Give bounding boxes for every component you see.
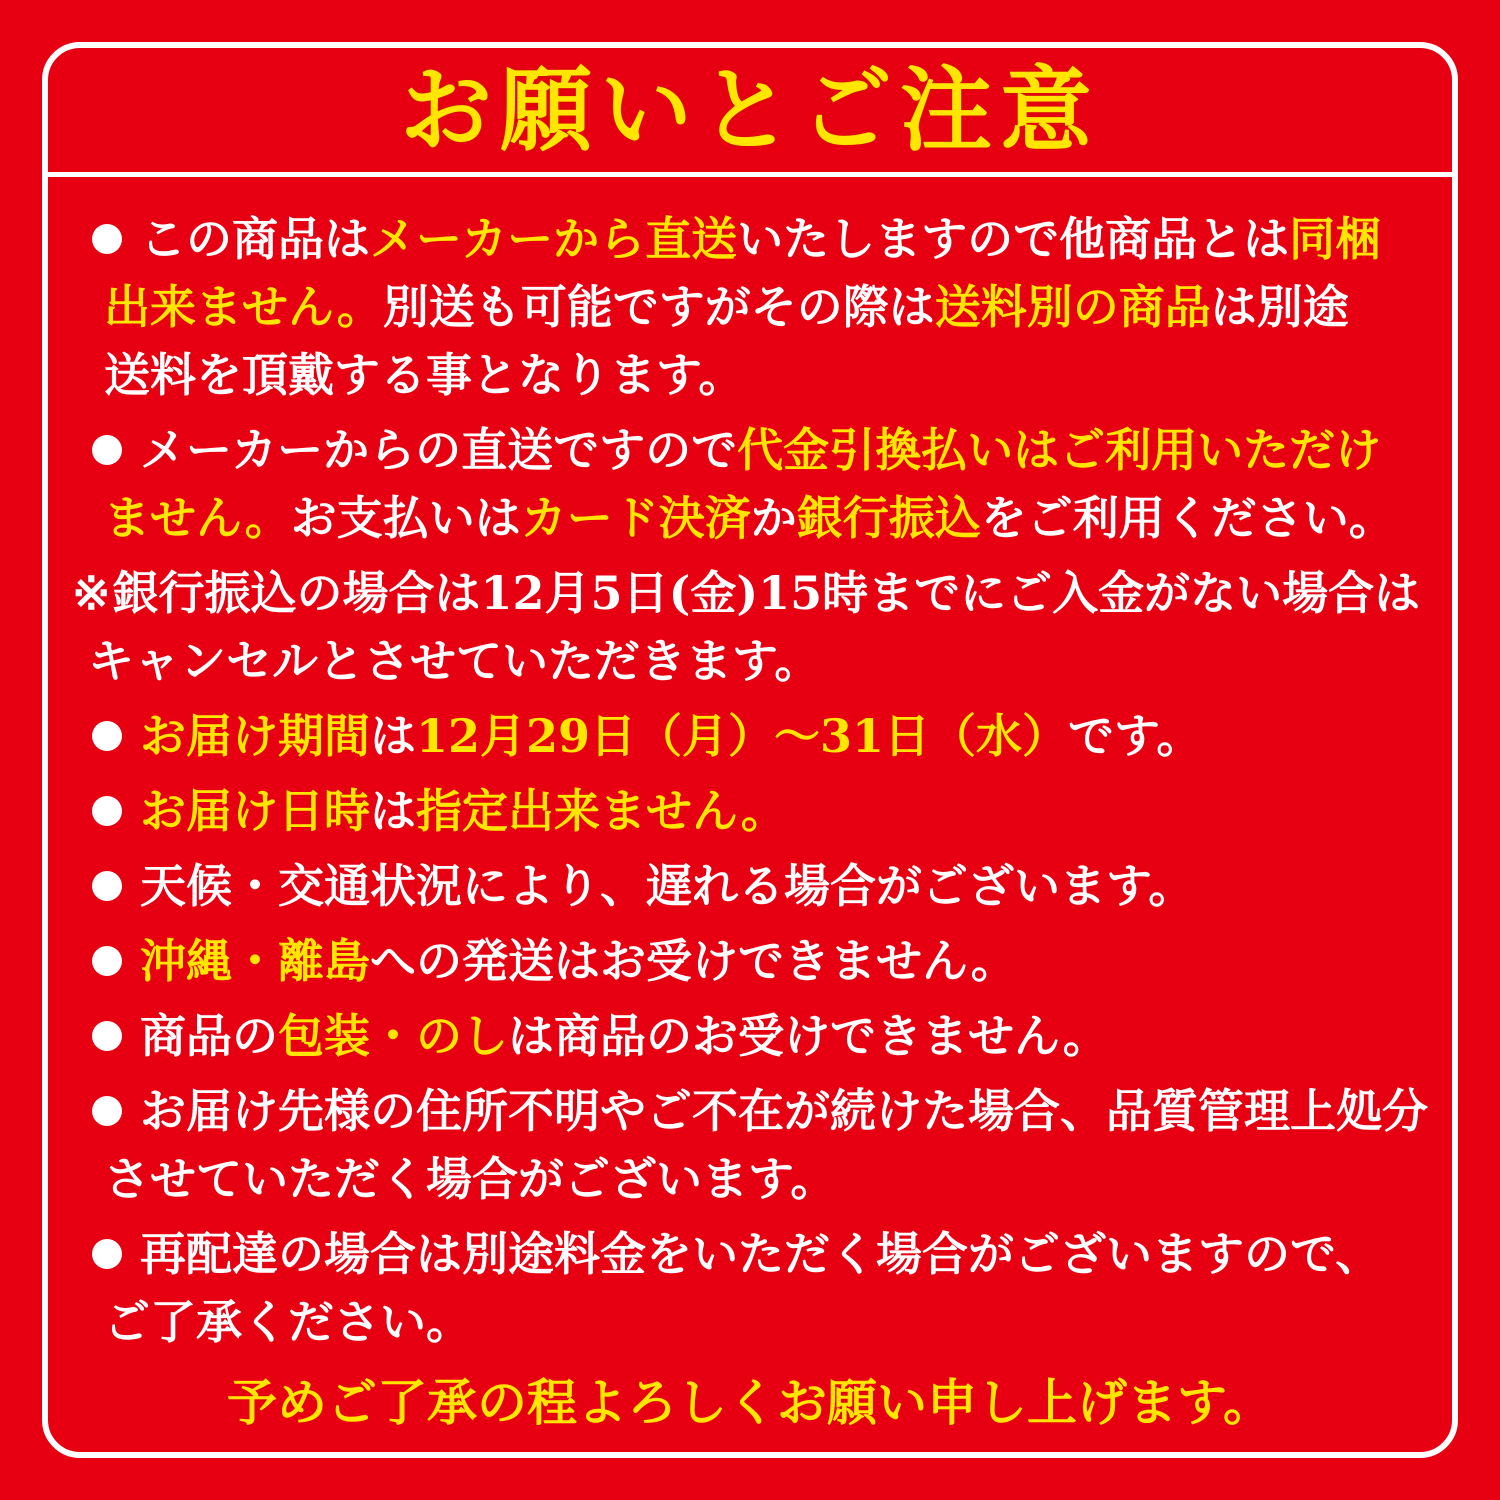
notice-title: お願いとご注意 <box>399 56 1100 164</box>
bullet-icon <box>92 871 122 901</box>
notice-line <box>48 927 1452 995</box>
notice-line <box>48 1220 1452 1288</box>
text-segment: 指定出来ません。 <box>416 784 787 838</box>
notice-line <box>48 627 1452 695</box>
text-segment: メーカーから直送 <box>370 212 738 266</box>
bullet-icon <box>92 1096 122 1126</box>
note-asterisk-icon: ※ <box>72 566 111 620</box>
notice-line <box>48 205 1452 273</box>
text-segment: 再配達の場合は別途料金をいただく場合がございますので、 <box>140 1227 1382 1281</box>
notice-line <box>48 777 1452 845</box>
text-segment: は別途 <box>1210 280 1349 334</box>
text-segment: ません。 <box>104 491 291 545</box>
text-segment: お届け日時 <box>140 784 370 838</box>
text-segment: ご了承ください。 <box>104 1295 472 1349</box>
text-segment: 送料別の商品 <box>934 280 1211 334</box>
notice-line <box>48 1077 1452 1145</box>
notice-line <box>48 341 1452 409</box>
bullet-icon <box>92 796 122 826</box>
text-segment: キャンセルとさせていただきます。 <box>88 634 821 688</box>
text-segment: 包装・のし <box>278 1009 508 1063</box>
text-segment: 出来ません。 <box>104 280 383 334</box>
text-segment: いたしますので他商品とは <box>737 212 1290 266</box>
text-segment: カード決済 <box>520 491 751 545</box>
text-segment: 同梱 <box>1289 212 1382 266</box>
text-segment: この商品は <box>140 212 370 266</box>
text-segment: 送料を頂戴する事となります。 <box>104 348 745 402</box>
notice-line <box>48 1288 1452 1356</box>
title-row <box>48 48 1452 172</box>
text-segment: させていただく場合がございます。 <box>104 1152 837 1206</box>
text-segment: 別送も可能ですがその際は <box>382 280 935 334</box>
bullet-icon <box>92 435 122 465</box>
text-segment: 沖縄・離島 <box>140 934 370 988</box>
text-segment: への発送はお受けできません。 <box>370 934 1017 988</box>
text-segment: 銀行振込の場合は12月5日(金)15時までにご入金がない場合は <box>112 566 1421 620</box>
bullet-icon <box>92 946 122 976</box>
notice-line <box>48 484 1452 552</box>
text-segment: お支払いは <box>290 491 521 545</box>
notice-line <box>48 273 1452 341</box>
text-segment: は商品のお受けできません。 <box>508 1009 1109 1063</box>
text-segment: です。 <box>1068 709 1203 763</box>
notice-line <box>48 416 1452 484</box>
notice-line <box>48 702 1452 770</box>
notice-line <box>48 559 1452 627</box>
text-segment: 銀行振込 <box>796 491 981 545</box>
bullet-icon <box>92 721 122 751</box>
text-segment: は <box>370 709 416 763</box>
text-segment: か <box>750 491 797 545</box>
notice-line <box>48 1145 1452 1213</box>
notice-content <box>48 177 1452 1356</box>
text-segment: は <box>370 784 416 838</box>
text-segment: お届け先様の住所不明やご不在が続けた場合、品質管理上処分 <box>140 1084 1428 1138</box>
text-segment: お届け期間 <box>140 709 370 763</box>
text-segment: をご利用ください。 <box>980 491 1395 545</box>
notice-line <box>48 1002 1452 1070</box>
text-segment: 天候・交通状況により、遅れる場合がございます。 <box>140 859 1195 913</box>
notice-footer: 予めご了承の程よろしくお願い申し上げます。 <box>227 1373 1273 1432</box>
text-segment: 商品の <box>140 1009 278 1063</box>
notice-line <box>48 852 1452 920</box>
text-segment: 12月29日（月）～31日（水） <box>416 709 1069 763</box>
text-segment: メーカーからの直送ですので <box>140 423 738 477</box>
bullet-icon <box>92 224 122 254</box>
bullet-icon <box>92 1021 122 1051</box>
bullet-icon <box>92 1239 122 1269</box>
notice-frame <box>42 42 1458 1458</box>
text-segment: 代金引換払いはご利用いただけ <box>737 423 1382 477</box>
